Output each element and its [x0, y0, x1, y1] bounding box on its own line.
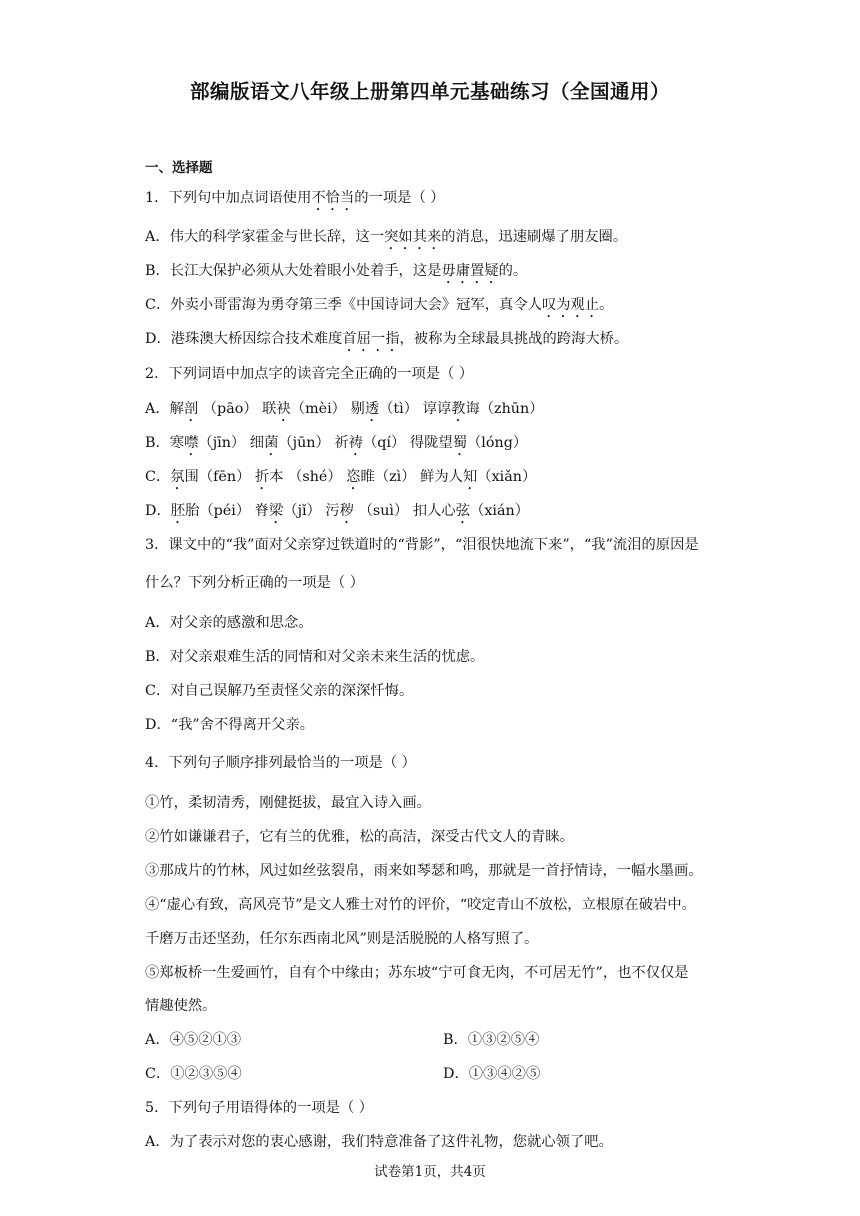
- option-text: 胎（péi） 脊: [185, 503, 269, 519]
- option-text: 。: [599, 297, 614, 313]
- dotted-phrase: 突如其来: [384, 229, 442, 245]
- q2-option-b: [145, 433, 527, 459]
- dotted-character: 菌: [264, 435, 279, 451]
- dotted-character: 弦: [455, 503, 471, 519]
- option-text: B．寒: [145, 435, 185, 451]
- dotted-character: 祷: [348, 435, 363, 451]
- option-text: 的。: [498, 263, 528, 279]
- q4-option-b: B．①③②⑤④: [443, 1032, 540, 1048]
- q4-sentence-5-line1: ⑤郑板桥一生爱画竹，自有个中缘由；苏东坡“宁可食无肉，不可居无竹”，也不仅仅是: [145, 965, 689, 981]
- question-1-stem: [145, 188, 445, 214]
- dotted-character: 透: [364, 401, 380, 417]
- q4-option-c: C．①②③⑤④: [145, 1066, 242, 1082]
- dotted-character: 恣: [346, 469, 361, 485]
- dotted-character: 袂: [276, 401, 291, 417]
- q4-option-a: A．④⑤②①③: [145, 1032, 242, 1048]
- option-text: A．伟大的科学家霍金与世长辞，这一: [145, 229, 385, 245]
- page-title: 部编版语文八年级上册第四单元基础练习（全国通用）: [189, 80, 670, 103]
- option-text: B．长江大保护必须从大处着眼小处着手，这是: [145, 263, 442, 279]
- option-text: （qí） 得陇望: [362, 435, 453, 451]
- q1-stem-part: 1．下列句中加点词语使用: [145, 190, 312, 206]
- option-text: 诲（zhūn）: [465, 401, 544, 417]
- question-5-stem: 5．下列句子用语得体的一项是（ ）: [145, 1100, 374, 1116]
- q4-sentence-3: ③那成片的竹林，风过如丝弦裂帛，雨来如琴瑟和鸣，那就是一首抒情诗，一幅水墨画。: [145, 863, 703, 879]
- dotted-character: 知: [462, 469, 478, 485]
- q2-option-a: [145, 399, 544, 425]
- option-text: （xián）: [470, 503, 529, 519]
- q4-sentence-5-line2: 情趣使然。: [145, 998, 217, 1014]
- q4-sentence-4-line2: 千磨万击还坚劲，任尔东西南北风”则是活脱脱的人格写照了。: [145, 931, 539, 947]
- option-text: （mèi） 剔: [290, 401, 365, 417]
- option-text: （pāo） 联: [198, 401, 277, 417]
- option-text: （lóng）: [467, 435, 528, 451]
- q1-emphasized-words: 不恰当: [311, 190, 355, 206]
- option-text: D．: [145, 503, 171, 519]
- q1-option-a: [145, 227, 627, 253]
- q3-option-b: B．对父亲艰难生活的同情和对父亲未来生活的忧虑。: [145, 649, 485, 665]
- option-text: （jǐ） 污: [283, 503, 340, 519]
- question-4-stem: 4．下列句子顺序排列最恰当的一项是（ ）: [145, 755, 416, 771]
- option-text: （xiǎn）: [477, 469, 537, 485]
- dotted-character: 胚: [170, 503, 186, 519]
- section-heading: 一、选择题: [145, 160, 213, 176]
- dotted-character: 折: [254, 469, 270, 485]
- dotted-character: 教: [451, 401, 466, 417]
- dotted-character: 梁: [268, 503, 284, 519]
- dotted-phrase: 叹为观止: [541, 297, 600, 313]
- q3-option-a: A．对父亲的感激和思念。: [145, 615, 313, 631]
- dotted-phrase: 首屈一指: [342, 331, 400, 347]
- option-text: 的消息，迅速刷爆了朋友圈。: [441, 229, 628, 245]
- option-text: （jūn） 祈: [278, 435, 349, 451]
- dotted-character: 蜀: [452, 435, 468, 451]
- option-text: （tì） 谆谆: [379, 401, 452, 417]
- q3-option-c: C．对自己误解乃至责怪父亲的深深忏悔。: [145, 683, 414, 699]
- option-text: 围（fēn）: [184, 469, 255, 485]
- question-3-stem-line1: 3．课文中的“我”面对父亲穿过铁道时的“背影”，“泪很快地流下来”，“我”流泪的原因是: [145, 537, 699, 553]
- q1-stem-part: 的一项是（ ）: [354, 190, 445, 206]
- question-2-stem: 2．下列词语中加点字的读音完全正确的一项是（ ）: [145, 366, 474, 382]
- option-text: ，被称为全球最具挑战的跨海大桥。: [399, 331, 629, 347]
- q4-sentence-2: ②竹如谦谦君子，它有兰的优雅，松的高洁，深受古代文人的青睐。: [145, 829, 574, 845]
- page-footer: 试卷第1页，共4页: [374, 1164, 486, 1180]
- dotted-character: 剖: [183, 401, 199, 417]
- q4-sentence-4-line1: ④“虚心有致，高风亮节”是文人雅士对竹的评价，“咬定青山不放松，立根原在破岩中。: [145, 897, 696, 913]
- dotted-character: 氛: [170, 469, 185, 485]
- option-text: 睢（zì） 鲜为人: [360, 469, 463, 485]
- dotted-phrase: 毋庸置疑: [441, 263, 499, 279]
- q2-option-d: [145, 501, 529, 527]
- option-text: A．解: [145, 401, 184, 417]
- q3-option-d: D．“我”舍不得离开父亲。: [145, 717, 315, 733]
- q5-option-a: A．为了表示对您的衷心感谢，我们特意准备了这件礼物，您就心领了吧。: [145, 1134, 613, 1150]
- dotted-character: 秽: [339, 503, 355, 519]
- q4-option-d: D．①③④②⑤: [443, 1066, 541, 1082]
- q1-option-d: [145, 329, 628, 355]
- q1-option-c: [145, 295, 613, 321]
- option-text: C．外卖小哥雷海为勇夺第三季《中国诗词大会》冠军，真令人: [145, 297, 542, 313]
- option-text: （suì） 扣人心: [354, 503, 456, 519]
- q4-sentence-1: ①竹，柔韧清秀，刚健挺拔，最宜入诗入画。: [145, 795, 431, 811]
- option-text: （jīn） 细: [198, 435, 265, 451]
- option-text: 本 （shé）: [269, 469, 347, 485]
- question-3-stem-line2: 什么？下列分析正确的一项是（ ）: [145, 575, 364, 591]
- option-text: C．: [145, 469, 171, 485]
- q2-option-c: [145, 467, 536, 493]
- option-text: D．港珠澳大桥因综合技术难度: [145, 331, 343, 347]
- q1-option-b: [145, 261, 527, 287]
- dotted-character: 噤: [184, 435, 199, 451]
